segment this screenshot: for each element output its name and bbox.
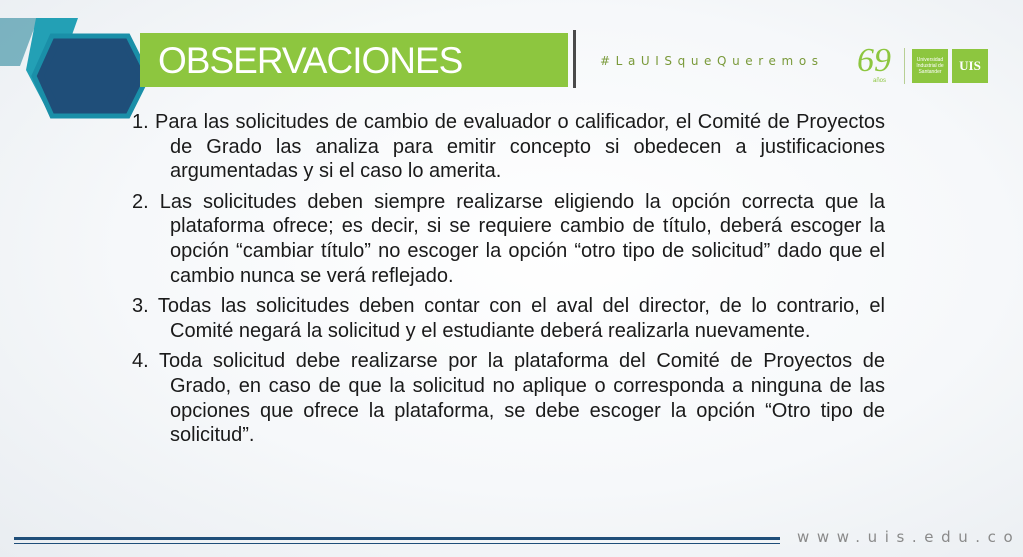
footer-line-thin [14,543,780,544]
university-name-logo: Universidad Industrial de Santander [912,49,948,83]
observations-list [132,110,885,454]
list-item: 4. Toda solicitud debe realizarse por la plataforma del Comité de Proyectos de Grado, en caso de que la solicitud no aplique o corresponda a ninguna de las opciones que ofrece la plataforma, se debe escoger la opción “Otro tipo de solicitud”. [132,350,885,447]
page-title: OBSERVACIONES [158,40,463,81]
footer-line [14,537,780,540]
footer-url: www.uis.edu.co [797,528,1021,546]
anniversary-number: 69 [857,42,891,79]
anniversary-word: años [873,78,887,84]
header-divider [573,30,576,88]
logo-separator [904,48,905,84]
uis-seal-icon: UIS [952,49,988,83]
list-item: 1. Para las solicitudes de cambio de evaluador o calificador, el Comité de Proyectos de Grado las analiza para emitir concepto si obedecen a justificaciones argumentadas y si el caso lo amerita. [132,111,885,183]
list-item: 2. Las solicitudes deben siempre realizarse eligiendo la opción correcta que la plataforma ofrece; es decir, si se requiere cambio de título, deberá escoger la opción “cambiar título” no escoger la opción “otro tipo de solicitud” dado que el cambio nunca se verá reflejado. [132,190,885,287]
hashtag-text: #LaUISqueQueremos [600,54,824,68]
list-item: 3. Todas las solicitudes deben contar con el aval del director, de lo contrario, el Comité negará la solicitud y el estudiante deberá realizarla nuevamente. [132,295,885,342]
